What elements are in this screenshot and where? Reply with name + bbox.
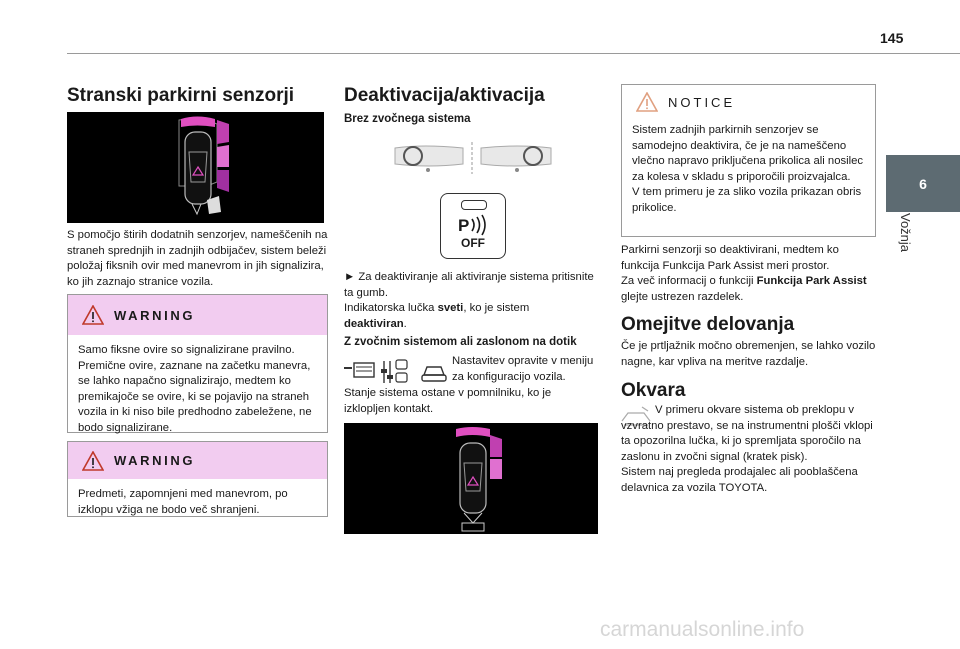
page-number: 145 <box>880 30 904 46</box>
button-led-indicator <box>461 200 487 210</box>
section-title-deactivation: Deaktivacija/aktivacija <box>344 85 545 106</box>
section-title-fault: Okvara <box>621 380 686 401</box>
notice-header <box>622 85 875 119</box>
park-assist-text-2-post: glejte ustrezen razdelek. <box>621 290 744 303</box>
warning-triangle-icon <box>82 305 104 325</box>
car-top-view-trailer-icon <box>344 423 598 534</box>
park-assist-text-1: Parkirni senzorji so deaktivirani, medtem ko funkcija Funkcija Park Assist meri prostor. <box>621 244 839 272</box>
section-title-side-sensors: Stranski parkirni senzorji <box>67 85 295 106</box>
park-assist-paragraph <box>621 243 877 305</box>
warning-title-2: WARNING <box>114 453 196 468</box>
park-assist-text-2-pre: Za več informacij o funkciji <box>621 275 757 287</box>
settings-menu-icon <box>344 357 449 385</box>
notice-text-2: V tem primeru je za sliko vozila prikazan obris prikolice. <box>632 186 862 214</box>
warning-header-2 <box>68 442 327 479</box>
chapter-label-container <box>897 213 917 283</box>
dashboard-steering-icon <box>393 140 553 176</box>
notice-text-1: Sistem zadnjih parkirnih senzorjev se samodejno deaktivira, če je na nameščeno vlečno napravo priključena prikolica ali nosilec za kolesa v skladu s priporočili proizvajalca. <box>632 124 864 183</box>
notice-triangle-icon <box>636 92 658 112</box>
instruction-line-2-bold: sveti <box>437 302 464 314</box>
notice-title: NOTICE <box>668 94 736 110</box>
instruction-line-3-bold: deaktiviran <box>344 317 404 330</box>
chapter-tab[interactable] <box>886 155 960 212</box>
button-off-label: OFF <box>461 236 485 250</box>
instruction-line-2-post: , ko je sistem <box>463 302 530 314</box>
side-sensors-illustration <box>67 112 324 223</box>
warning-text-2: Predmeti, zapomnjeni med manevrom, po izklopu vžiga ne bodo več shranjeni. <box>78 488 288 516</box>
warning-box-2 <box>67 441 328 517</box>
watermark: carmanualsonline.info <box>600 618 805 641</box>
park-assist-link[interactable]: Funkcija Park Assist <box>756 275 867 287</box>
deactivated-sensors-illustration <box>344 423 598 534</box>
menu-icons-row <box>344 357 444 385</box>
warning-text-1: Samo fiksne ovire so signalizirane pravilno. Premične ovire, zaznane na začetku manevra, se lahko napačno signalizirajo, medtem ko premikajoče se ovire, ki se pojavijo na straneh vozila in ki niso bile predhodno zabeležene, ne bodo signalizirane. <box>78 344 312 434</box>
header-rule <box>67 53 960 54</box>
memory-state-text: Stanje sistema ostane v pomnilniku, ko je izklopljen kontakt. <box>344 387 552 415</box>
fault-text-1: V primeru okvare sistema ob preklopu v vzvratno prestavo, se na instrumentni plošči vklopi ta opozorilna lučka, ki jo spremljata sporočilo na zaslonu in zvočni signal (kratek pisk). <box>621 404 873 463</box>
menu-configuration-text: Nastavitev opravite v meniju za konfiguracijo vozila. <box>452 355 594 383</box>
park-sensor-off-button[interactable] <box>440 193 506 259</box>
limits-text: Če je prtljažnik močno obremenjen, se lahko vozilo nagne, kar vpliva na meritve razdalje. <box>621 340 876 368</box>
chapter-number: 6 <box>919 175 927 192</box>
instruction-line-3-post: . <box>403 317 407 330</box>
warning-triangle-icon <box>82 451 104 471</box>
side-sensors-description: S pomočjo štirih dodatnih senzorjev, nameščenih na straneh sprednjih in zadnjih odbijačev, sistem beleži položaj fiksnih ovir med manevrom in jih signalizira, ko jih zaznajo stranice vozila. <box>67 229 328 288</box>
fault-text-2: Sistem naj pregleda prodajalec ali pooblaščena delavnica za vozila TOYOTA. <box>621 466 858 494</box>
fault-text <box>621 403 877 496</box>
parking-sensor-icon <box>456 214 492 236</box>
instruction-line-1: ► Za deaktiviranje ali aktiviranje sistema pritisnite ta gumb. <box>344 271 594 299</box>
deactivation-instructions <box>344 270 594 332</box>
subtitle-with-audio: Z zvočnim sistemom ali zaslonom na dotik <box>344 336 577 348</box>
svg-text:P: P <box>458 216 470 235</box>
chapter-label: Vožnja <box>898 213 913 253</box>
dashboard-illustration <box>393 140 553 176</box>
warning-header-1 <box>68 295 327 335</box>
subtitle-no-audio: Brez zvočnega sistema <box>344 113 471 125</box>
warning-box-1 <box>67 294 328 433</box>
park-assist-text-2 <box>621 274 877 305</box>
section-title-limits: Omejitve delovanja <box>621 314 795 335</box>
car-top-view-icon <box>67 112 324 223</box>
instruction-line-2-pre: Indikatorska lučka <box>344 302 438 314</box>
warning-title-1: WARNING <box>114 307 196 323</box>
notice-body <box>622 119 875 216</box>
notice-box <box>621 84 876 237</box>
